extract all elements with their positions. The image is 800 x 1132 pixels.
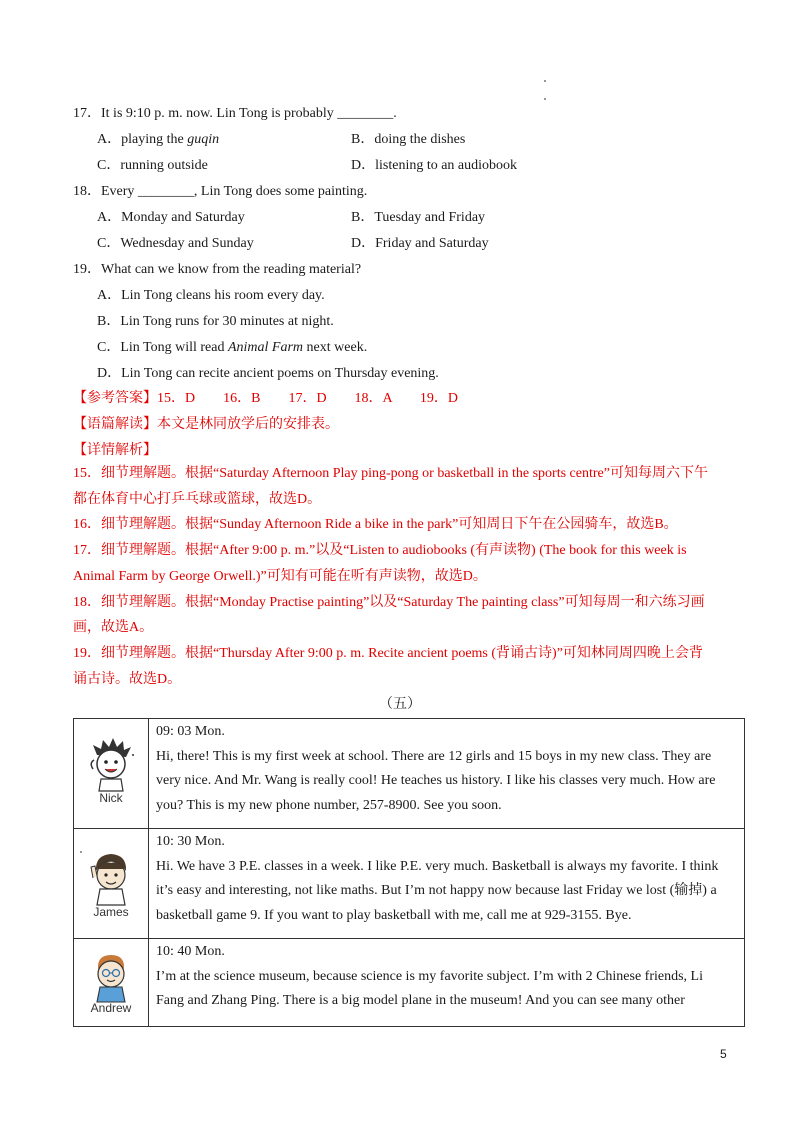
explanation-line: 18．细节理解题。根据“Monday Practise painting”以及“Saturday The painting class”可知每周一和六练习画 [73, 595, 705, 610]
message-line: it’s easy and interesting, not like maths. But I’m not happy now because last Friday we lost (输掉) a [156, 883, 717, 898]
explanation-line: 16．细节理解题。根据“Sunday Afternoon Ride a bike in the park”可知周日下午在公园骑车，故选B。 [73, 517, 678, 532]
message-text-cell [149, 939, 745, 1027]
reference-answer: 【参考答案】15．D 16．B 17．D 18．A 19．D [73, 391, 459, 406]
message-line: basketball game 9. If you want to play basketball with me, call me at 929-3155. Bye. [156, 907, 632, 923]
q19-option-b: B．Lin Tong runs for 30 minutes at night. [97, 314, 334, 329]
message-row-andrew [74, 939, 745, 1027]
avatar-name: James [93, 905, 129, 919]
message-line: Hi. We have 3 P.E. classes in a week. I like P.E. very much. Basketball is always my favorite. I think [156, 858, 719, 874]
message-line: you? This is my new phone number, 257-8900. See you soon. [156, 797, 502, 813]
q18-option-d: D．Friday and Saturday [351, 236, 489, 251]
q18-option-b: B．Tuesday and Friday [351, 210, 486, 225]
explanation-line: 19．细节理解题。根据“Thursday After 9:00 p. m. Recite ancient poems (背诵古诗)”可知林同周四晚上会背 [73, 646, 703, 661]
message-table [73, 718, 745, 1027]
explanation-line: 15．细节理解题。根据“Saturday Afternoon Play ping-pong or basketball in the sports centre”可知每周六下午 [73, 466, 708, 481]
q19-option-a: A．Lin Tong cleans his room every day. [97, 288, 325, 303]
q17-option-a [97, 130, 219, 150]
section-heading: （五） [379, 697, 421, 712]
message-time: 10: 30 Mon. [156, 834, 225, 849]
james-avatar [81, 845, 141, 907]
q19-option-c [97, 338, 367, 358]
q17-stem: 17．It is 9:10 p. m. now. Lin Tong is probably ________. [73, 106, 397, 121]
nick-avatar [81, 733, 141, 793]
q18-option-c: C．Wednesday and Sunday [97, 236, 254, 251]
page-number: 5 [720, 1047, 727, 1061]
q19-option-d: D．Lin Tong can recite ancient poems on Thursday evening. [97, 366, 439, 381]
explanation-line: 17．细节理解题。根据“After 9:00 p. m.”以及“Listen to audiobooks (有声读物) (The book for this week is [73, 543, 687, 558]
explanation-line: 画，故选A。 [73, 620, 154, 635]
message-time: 10: 40 Mon. [156, 944, 225, 959]
avatar-name: Nick [99, 791, 123, 805]
explanation-line: 诵古诗。故选D。 [73, 672, 182, 687]
avatar-cell [74, 939, 149, 1027]
message-line: I’m at the science museum, because science is my favorite subject. I’m with 2 Chinese friends, Li [156, 968, 703, 984]
avatar-name: Andrew [90, 1001, 132, 1015]
q19-option-c-tail: next week. [303, 340, 368, 355]
q19-option-c-text: C．Lin Tong will read [97, 340, 228, 355]
message-line: very nice. And Mr. Wang is really cool! He teaches us history. I like his classes very much. How are [156, 773, 716, 788]
message-line: Fang and Zhang Ping. There is a big model plane in the museum! And you can see many other [156, 993, 685, 1008]
detail-heading: 【详情解析】 [73, 443, 157, 458]
q18-option-a: A．Monday and Saturday [97, 210, 245, 225]
explanation-line: Animal Farm by George Orwell.)”可知有可能在听有声读物，故选D。 [73, 569, 487, 584]
message-row-nick [74, 719, 745, 829]
q19-option-c-italic: Animal Farm [227, 340, 304, 355]
q17-option-a-italic: guqin [187, 132, 220, 147]
message-text-cell [149, 719, 745, 829]
scan-speck [80, 851, 82, 853]
q17-option-a-text: A．playing the [97, 132, 188, 147]
scan-speck [544, 98, 546, 100]
avatar-cell [74, 829, 149, 939]
q17-option-b: B．doing the dishes [351, 132, 466, 147]
message-text-cell [149, 829, 745, 939]
passage-summary: 【语篇解读】本文是林同放学后的安排表。 [73, 417, 339, 432]
q19-stem: 19．What can we know from the reading material? [73, 262, 362, 277]
message-row-james [74, 829, 745, 939]
message-time: 09: 03 Mon. [156, 724, 225, 739]
andrew-avatar [81, 947, 141, 1003]
q17-option-c: C．running outside [97, 158, 208, 173]
avatar-cell [74, 719, 149, 829]
message-line: Hi, there! This is my first week at school. There are 12 girls and 15 boys in my new class. They are [156, 748, 712, 764]
explanation-line: 都在体育中心打乒乓球或篮球，故选D。 [73, 492, 322, 507]
scan-speck [544, 80, 546, 82]
q18-stem: 18．Every ________, Lin Tong does some painting. [73, 184, 368, 199]
q17-option-d: D．listening to an audiobook [351, 158, 518, 173]
